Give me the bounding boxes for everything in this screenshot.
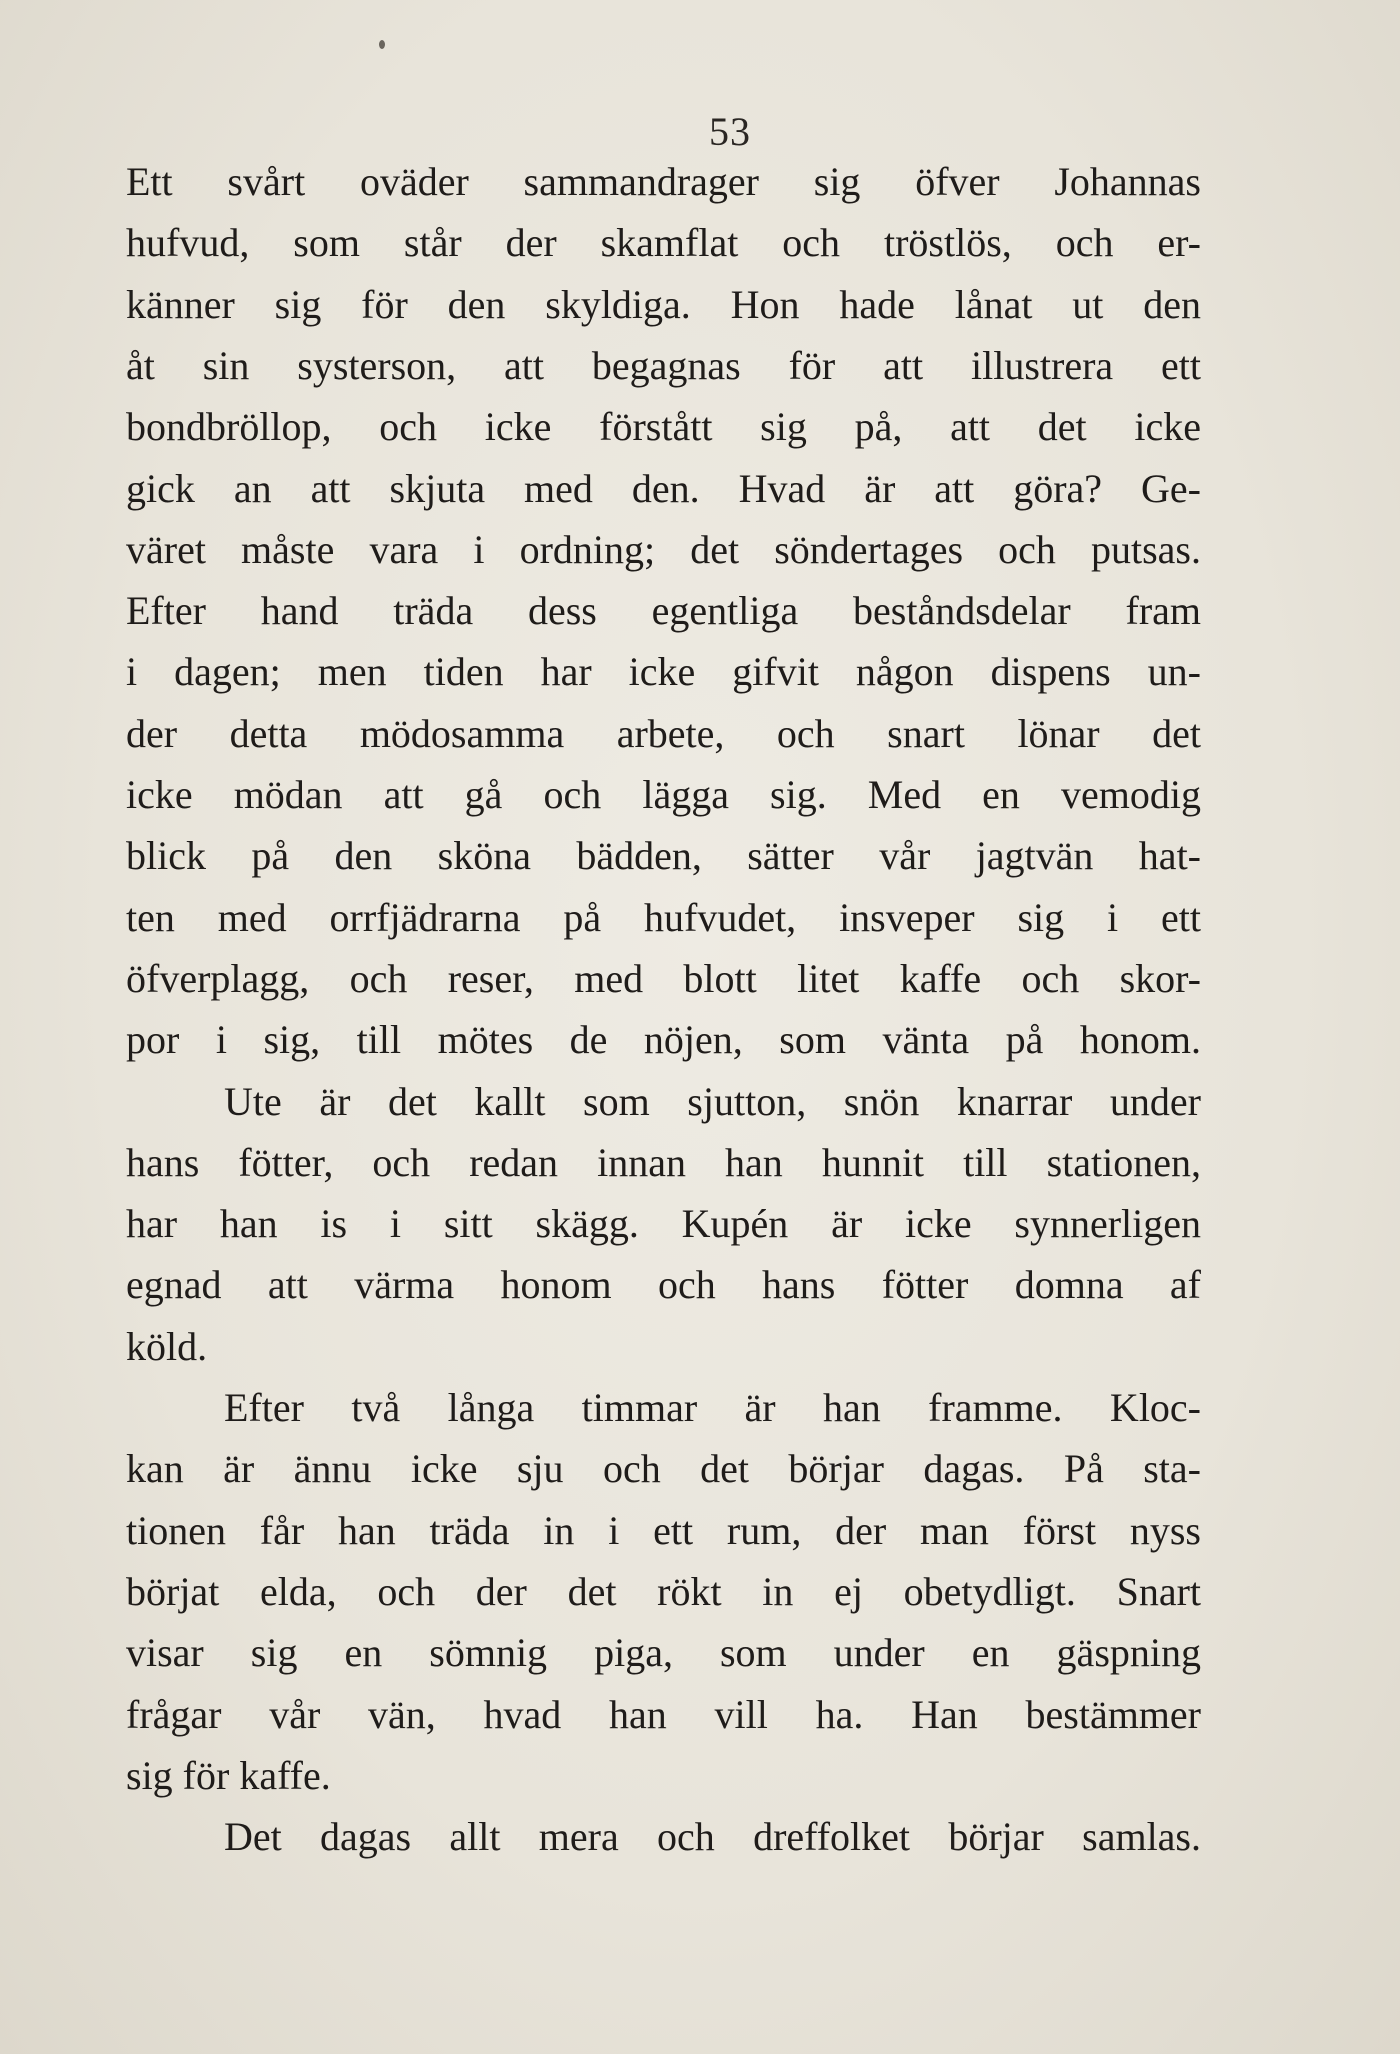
text-line: hans fötter, och redan innan han hunnit till stationen, [126, 1139, 1201, 1185]
text-line: börjat elda, och der det rökt in ej obetydligt. Snart [126, 1568, 1201, 1614]
text-line: por i sig, till mötes de nöjen, som vänta på honom. [126, 1017, 1201, 1063]
page-number: 53 [709, 109, 751, 154]
text-line: har han is i sitt skägg. Kupén är icke synnerligen [126, 1201, 1201, 1247]
text-line: der detta mödosamma arbete, och snart lönar det [126, 710, 1201, 756]
text-line: icke mödan att gå och lägga sig. Med en vemodig [126, 772, 1201, 817]
text-line: ten med orrfjädrarna på hufvudet, insveper sig i ett [126, 894, 1201, 940]
text-line: bondbröllop, och icke förstått sig på, att det icke [126, 404, 1201, 450]
text-line: tionen får han träda in i ett rum, der man först nyss [126, 1507, 1201, 1553]
text-line: Ett svårt oväder sammandrager sig öfver Johannas [126, 159, 1201, 204]
text-line: blick på den sköna bädden, sätter vår jagtvän hat- [126, 833, 1201, 879]
text-line: kan är ännu icke sju och det börjar dagas. På sta- [126, 1446, 1201, 1492]
text-line: väret måste vara i ordning; det söndertages och putsas. [126, 526, 1201, 572]
text-line: Efter hand träda dess egentliga beståndsdelar fram [126, 588, 1201, 634]
text-line: gick an att skjuta med den. Hvad är att göra? Ge- [126, 465, 1201, 511]
text-line: egnad att värma honom och hans fötter domna af [126, 1262, 1201, 1308]
text-line: i dagen; men tiden har icke gifvit någon dispens un- [126, 649, 1201, 695]
text-line: köld. [126, 1323, 208, 1369]
text-line: känner sig för den skyldiga. Hon hade lånat ut den [126, 281, 1201, 327]
text-line: Det dagas allt mera och dreffolket börjar samlas. [224, 1814, 1201, 1860]
text-line: frågar vår vän, hvad han vill ha. Han bestämmer [126, 1691, 1201, 1737]
text-line: sig för kaffe. [126, 1752, 331, 1798]
text-line: öfverplagg, och reser, med blott litet kaffe och skor- [126, 955, 1201, 1001]
text-line: Ute är det kallt som sjutton, snön knarrar under [224, 1078, 1201, 1124]
text-line: Efter två långa timmar är han framme. Kloc- [224, 1385, 1201, 1430]
text-line: visar sig en sömnig piga, som under en gäspning [126, 1630, 1201, 1676]
text-line: hufvud, som står der skamflat och tröstlös, och er- [126, 220, 1201, 266]
text-line: åt sin systerson, att begagnas för att illustrera ett [126, 342, 1201, 388]
